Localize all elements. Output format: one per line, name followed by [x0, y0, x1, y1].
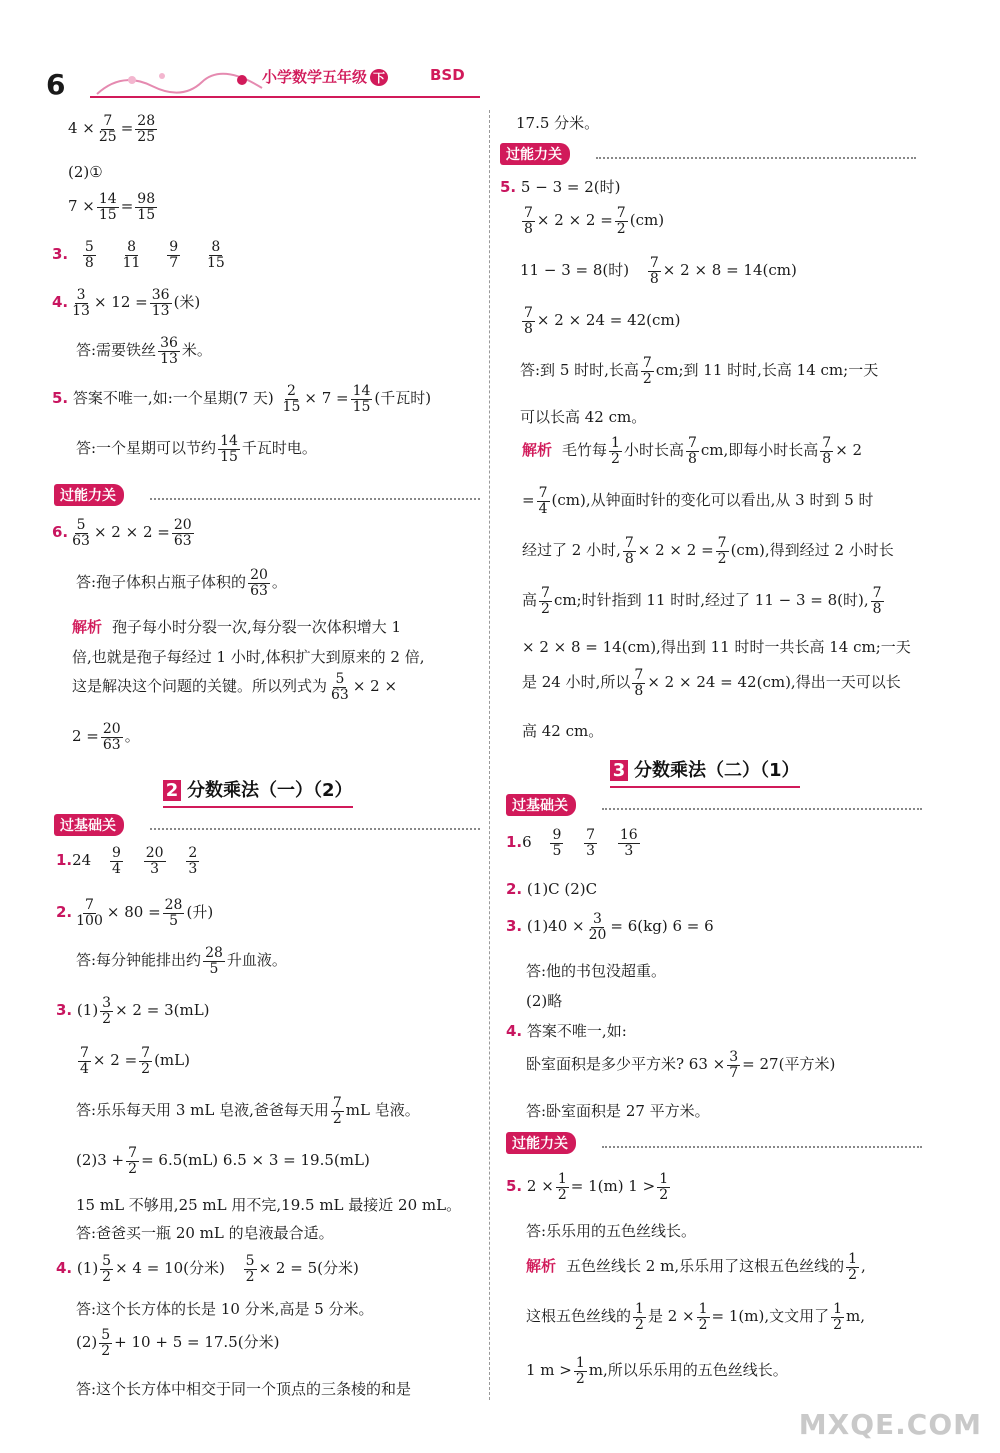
- answer-line: $\frac{7}{4}$ × 2 = $\frac{7}{2}$ (mL): [80, 1045, 190, 1077]
- answer-line: (2)①: [68, 163, 103, 181]
- answer-line: 答:这个长方体的长是 10 分米,高是 5 分米。: [76, 1300, 374, 1318]
- answer-line: 可以长高 42 cm。: [520, 408, 647, 426]
- analysis-line: 解析 毛竹每 $\frac{1}{2}$ 小时长高 $\frac{7}{8}$ cm,即每小时长高 $\frac{7}{8}$ × 2: [522, 435, 863, 467]
- question-5: 5. 答案不唯一,如:一个星期(7 天) $\frac{2}{15}$ × 7 = $\frac{14}{15}$ (千瓦时): [52, 383, 432, 415]
- analysis-label: 解析: [522, 441, 553, 460]
- question-b2: 2. $\frac{7}{100}$ × 80 = $\frac{28}{5}$ (升): [56, 897, 214, 929]
- answer-line: 答:到 5 时时,长高 $\frac{7}{2}$ cm;到 11 时时,长高 14 cm;一天: [520, 355, 879, 387]
- question-4: 4. $\frac{3}{13}$ × 12 = $\frac{36}{13}$ (米): [52, 287, 201, 319]
- analysis-line: 解析 五色丝线长 2 m,乐乐用了这根五色丝线的 $\frac{1}{2}$ ,: [526, 1251, 866, 1283]
- analysis-line: 这根五色丝线的 $\frac{1}{2}$ 是 2 × $\frac{1}{2}$ = 1(m),文文用了 $\frac{1}{2}$ m,: [526, 1301, 866, 1333]
- answer-line: 答:他的书包没超重。: [526, 962, 667, 980]
- header-rule: [90, 96, 480, 98]
- tag-jichu: 过基础关: [506, 794, 576, 816]
- answer-line: 答:需要铁丝 $\frac{36}{13}$ 米。: [76, 335, 212, 367]
- answer-line: 7 × $\frac{14}{15}$ = $\frac{98}{15}$: [68, 191, 156, 223]
- book-title: 小学数学五年级 下: [262, 66, 388, 87]
- answer-line: 答:卧室面积是 27 平方米。: [526, 1102, 710, 1120]
- section-title-3: 3 分数乘法（二）（1）: [610, 756, 800, 788]
- answer-line: $\frac{7}{8}$ × 2 × 24 = 42(cm): [524, 305, 681, 337]
- answer-line: 答:乐乐每天用 3 mL 皂液,爸爸每天用 $\frac{7}{2}$ mL 皂液。: [76, 1095, 420, 1127]
- tag-guoneng: 过能力关: [506, 1132, 576, 1154]
- answer-line: (2) $\frac{5}{2}$ + 10 + 5 = 17.5(分米): [76, 1327, 280, 1359]
- analysis-line: 倍,也就是孢子每经过 1 小时,体积扩大到原来的 2 倍,: [72, 648, 425, 666]
- tag-rule: [150, 828, 480, 830]
- watermark: MXQE.COM: [798, 1408, 982, 1441]
- tag-guoneng: 过能力关: [500, 143, 570, 165]
- tag-guoneng: 过能力关: [54, 484, 124, 506]
- tag-rule: [602, 1146, 922, 1148]
- answer-line: 17.5 分米。: [516, 114, 600, 132]
- tag-rule: [602, 808, 922, 810]
- answer-line: 15 mL 不够用,25 mL 用不完,19.5 mL 最接近 20 mL。: [76, 1196, 462, 1214]
- analysis-line: 是 24 小时,所以 $\frac{7}{8}$ × 2 × 24 = 42(cm),得出一天可以长: [522, 667, 901, 699]
- question-r5: 5. 5 − 3 = 2(时): [500, 178, 621, 196]
- analysis-line: 2 = $\frac{20}{63}$ 。: [72, 721, 140, 753]
- answer-line: 答:这个长方体中相交于同一个顶点的三条棱的和是: [76, 1380, 412, 1398]
- question-3: 3. $\frac{5}{8}$ $\frac{8}{11}$ $\frac{9}{7}$ $\frac{8}{15}$: [52, 239, 225, 271]
- analysis-line: 经过了 2 小时, $\frac{7}{8}$ × 2 × 2 = $\frac{7}{2}$ (cm),得到经过 2 小时长: [522, 535, 894, 567]
- answer-line: 答:每分钟能排出约 $\frac{28}{5}$ 升血液。: [76, 945, 287, 977]
- analysis-line: 1 m > $\frac{1}{2}$ m,所以乐乐用的五色丝线长。: [526, 1355, 788, 1387]
- question-b1: 1.24 $\frac{9}{4}$ $\frac{20}{3}$ $\frac{2}{3}$: [56, 845, 198, 877]
- answer-line: 卧室面积是多少平方米? 63 × $\frac{3}{7}$ = 27(平方米): [526, 1049, 836, 1081]
- analysis-line: = $\frac{7}{4}$ (cm),从钟面时针的变化可以看出,从 3 时到 5 时: [522, 485, 874, 517]
- answer-line: 答:一个星期可以节约 $\frac{14}{15}$ 千瓦时电。: [76, 433, 317, 465]
- question-c2: 2. (1)C (2)C: [506, 880, 598, 898]
- section-title-2: 2 分数乘法（一）（2）: [163, 776, 353, 808]
- question-6: 6. $\frac{5}{63}$ × 2 × 2 = $\frac{20}{63}$: [52, 517, 192, 549]
- page-number: 6: [46, 68, 66, 101]
- answer-line: 答:孢子体积占瓶子体积的 $\frac{20}{63}$ 。: [76, 567, 287, 599]
- question-b4: 4. (1) $\frac{5}{2}$ × 4 = 10(分米) $\frac{5}{2}$ × 2 = 5(分米): [56, 1253, 359, 1285]
- answer-line: 4 × $\frac{7}{25}$ = $\frac{28}{25}$: [68, 113, 156, 145]
- analysis-label: 解析: [526, 1257, 557, 1276]
- answer-line: 答:爸爸买一瓶 20 mL 的皂液最合适。: [76, 1224, 334, 1242]
- tag-jichu: 过基础关: [54, 814, 124, 836]
- answer-line: 答:乐乐用的五色丝线长。: [526, 1222, 697, 1240]
- answer-line: (2)3 + $\frac{7}{2}$ = 6.5(mL) 6.5 × 3 = 19.5(mL): [76, 1145, 370, 1177]
- question-c3: 3. (1)40 × $\frac{3}{20}$ = 6(kg) 6 = 6: [506, 911, 714, 943]
- analysis-line: × 2 × 8 = 14(cm),得出到 11 时时一共长高 14 cm;一天: [522, 638, 911, 656]
- question-c1: 1.6 $\frac{9}{5}$ $\frac{7}{3}$ $\frac{16}{3}$: [506, 827, 638, 859]
- question-c5: 5. 2 × $\frac{1}{2}$ = 1(m) 1 > $\frac{1}{2}$: [506, 1171, 669, 1203]
- analysis-label: 解析: [72, 618, 103, 636]
- analysis-line: 这是解决这个问题的关键。所以列式为 $\frac{5}{63}$ × 2 ×: [72, 671, 398, 703]
- analysis-line: 高 42 cm。: [522, 722, 604, 740]
- grade-mark: 下: [370, 69, 388, 86]
- question-c4: 4. 答案不唯一,如:: [506, 1022, 627, 1040]
- column-divider: [489, 110, 490, 1400]
- analysis-line: 高 $\frac{7}{2}$ cm;时针指到 11 时时,经过了 11 − 3 = 8(时), $\frac{7}{8}$: [522, 585, 882, 617]
- question-b3: 3. (1) $\frac{3}{2}$ × 2 = 3(mL): [56, 995, 210, 1027]
- answer-line: $\frac{7}{8}$ × 2 × 2 = $\frac{7}{2}$ (cm): [524, 205, 665, 237]
- answer-line: (2)略: [526, 992, 563, 1010]
- tag-rule: [596, 157, 916, 159]
- answer-line: 11 − 3 = 8(时) $\frac{7}{8}$ × 2 × 8 = 14(cm): [520, 255, 797, 287]
- tag-rule: [150, 498, 480, 500]
- analysis-line: 解析 孢子每小时分裂一次,每分裂一次体积增大 1: [72, 618, 402, 636]
- edition: BSD: [430, 66, 465, 84]
- header-decoration: [92, 66, 272, 100]
